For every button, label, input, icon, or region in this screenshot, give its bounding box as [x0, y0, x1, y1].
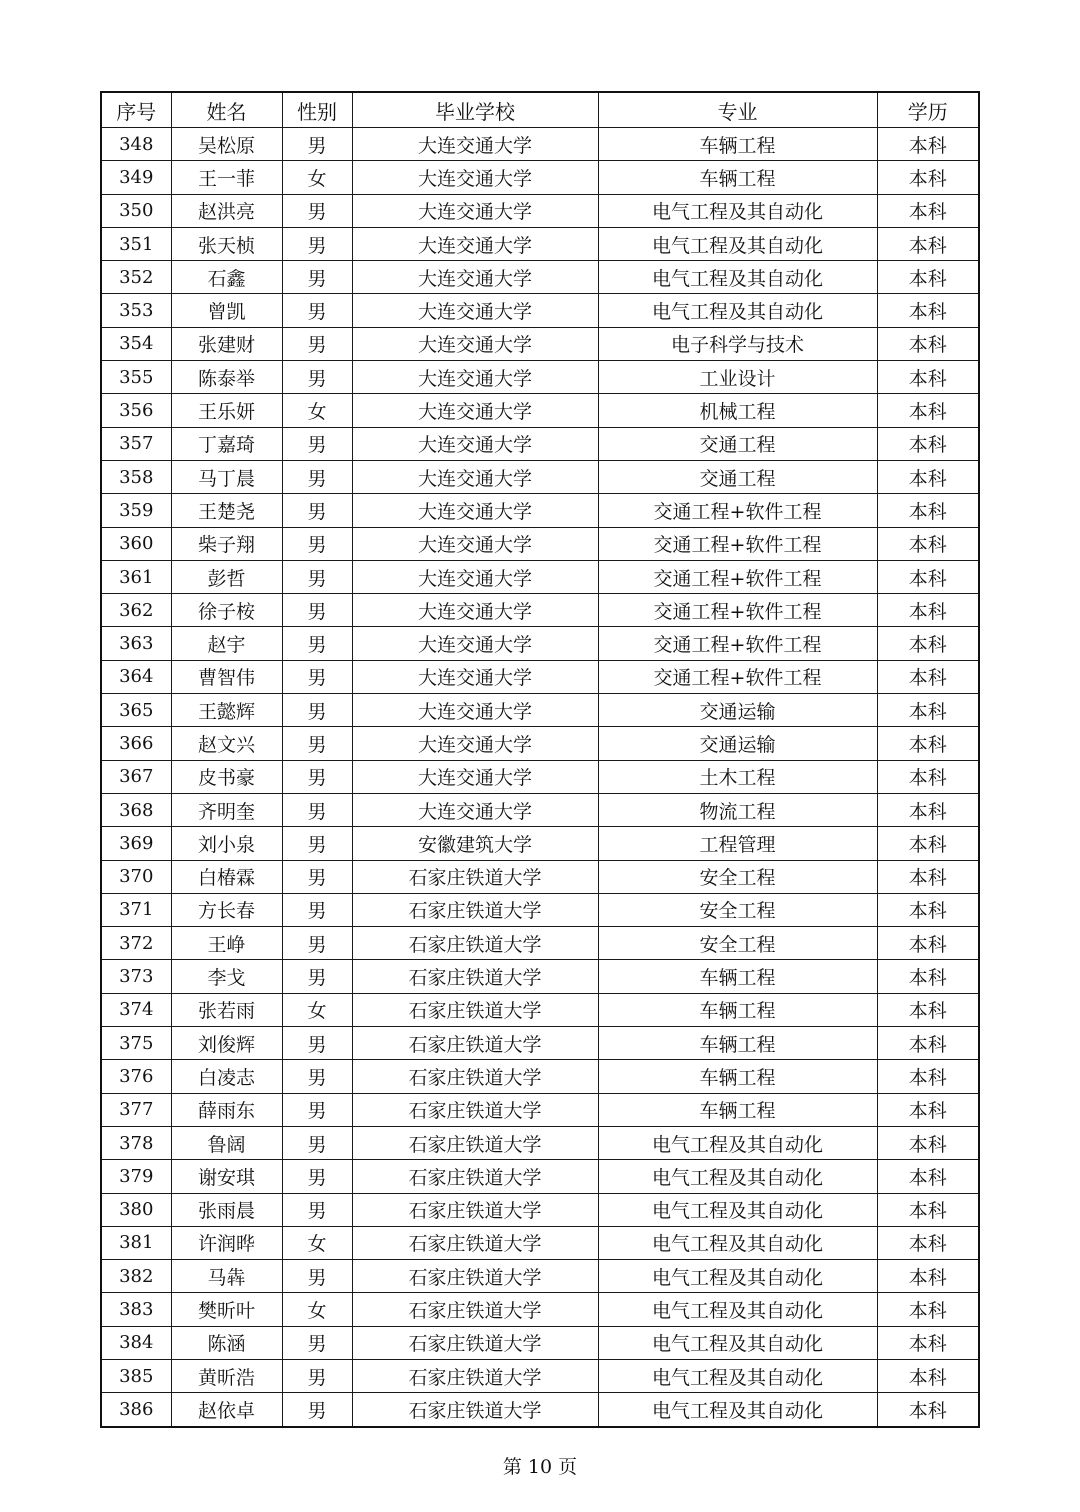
- cell-school: 大连交通大学: [352, 660, 598, 693]
- cell-school: 石家庄铁道大学: [352, 1126, 598, 1159]
- table-row: [101, 1393, 979, 1427]
- cell-gender: 男: [282, 327, 352, 360]
- cell-index: 361: [101, 560, 171, 593]
- cell-degree: 本科: [877, 827, 979, 860]
- table-row: [101, 494, 979, 527]
- cell-name: 张若雨: [171, 993, 282, 1026]
- cell-degree: 本科: [877, 1060, 979, 1093]
- cell-degree: 本科: [877, 1027, 979, 1060]
- cell-name: 齐明奎: [171, 793, 282, 826]
- cell-index: 358: [101, 460, 171, 493]
- cell-school: 石家庄铁道大学: [352, 1093, 598, 1126]
- cell-major: 工业设计: [598, 361, 877, 394]
- table-row: [101, 294, 979, 327]
- cell-gender: 男: [282, 194, 352, 227]
- cell-major: 工程管理: [598, 827, 877, 860]
- cell-degree: 本科: [877, 927, 979, 960]
- table-row: [101, 694, 979, 727]
- cell-degree: 本科: [877, 960, 979, 993]
- cell-index: 385: [101, 1359, 171, 1392]
- table-row: [101, 760, 979, 793]
- cell-major: 土木工程: [598, 760, 877, 793]
- table-row: [101, 1160, 979, 1193]
- cell-gender: 男: [282, 427, 352, 460]
- cell-name: 刘小泉: [171, 827, 282, 860]
- table-body: [101, 128, 979, 1427]
- table-row: [101, 194, 979, 227]
- cell-degree: 本科: [877, 494, 979, 527]
- cell-major: 安全工程: [598, 893, 877, 926]
- table-row: [101, 660, 979, 693]
- cell-name: 赵洪亮: [171, 194, 282, 227]
- header-name: 姓名: [171, 92, 282, 128]
- cell-school: 安徽建筑大学: [352, 827, 598, 860]
- cell-gender: 男: [282, 627, 352, 660]
- cell-degree: 本科: [877, 660, 979, 693]
- cell-index: 380: [101, 1193, 171, 1226]
- cell-school: 石家庄铁道大学: [352, 860, 598, 893]
- cell-index: 377: [101, 1093, 171, 1126]
- cell-school: 石家庄铁道大学: [352, 927, 598, 960]
- table-row: [101, 860, 979, 893]
- cell-index: 357: [101, 427, 171, 460]
- cell-gender: 男: [282, 361, 352, 394]
- table-row: [101, 1093, 979, 1126]
- cell-major: 电子科学与技术: [598, 327, 877, 360]
- cell-gender: 男: [282, 760, 352, 793]
- cell-gender: 男: [282, 560, 352, 593]
- table-row: [101, 927, 979, 960]
- cell-degree: 本科: [877, 893, 979, 926]
- cell-degree: 本科: [877, 1226, 979, 1259]
- cell-index: 355: [101, 361, 171, 394]
- cell-major: 电气工程及其自动化: [598, 1260, 877, 1293]
- cell-gender: 男: [282, 294, 352, 327]
- cell-major: 安全工程: [598, 927, 877, 960]
- table-row: [101, 727, 979, 760]
- cell-index: 386: [101, 1393, 171, 1427]
- cell-name: 鲁阔: [171, 1126, 282, 1159]
- cell-gender: 男: [282, 1160, 352, 1193]
- cell-degree: 本科: [877, 460, 979, 493]
- cell-degree: 本科: [877, 527, 979, 560]
- cell-major: 机械工程: [598, 394, 877, 427]
- cell-school: 大连交通大学: [352, 128, 598, 161]
- cell-gender: 男: [282, 893, 352, 926]
- table-row: [101, 993, 979, 1026]
- cell-index: 349: [101, 161, 171, 194]
- cell-gender: 男: [282, 494, 352, 527]
- cell-major: 交通工程+软件工程: [598, 594, 877, 627]
- table-row: [101, 1293, 979, 1326]
- cell-index: 381: [101, 1226, 171, 1259]
- cell-index: 373: [101, 960, 171, 993]
- roster-table-container: [100, 91, 978, 1428]
- cell-name: 黄昕浩: [171, 1359, 282, 1392]
- cell-school: 石家庄铁道大学: [352, 960, 598, 993]
- cell-name: 薛雨东: [171, 1093, 282, 1126]
- cell-index: 371: [101, 893, 171, 926]
- cell-school: 大连交通大学: [352, 727, 598, 760]
- cell-gender: 男: [282, 727, 352, 760]
- cell-name: 许润晔: [171, 1226, 282, 1259]
- table-row: [101, 827, 979, 860]
- cell-major: 电气工程及其自动化: [598, 1226, 877, 1259]
- table-row: [101, 960, 979, 993]
- cell-school: 大连交通大学: [352, 527, 598, 560]
- cell-index: 384: [101, 1326, 171, 1359]
- cell-name: 张天桢: [171, 227, 282, 260]
- table-row: [101, 161, 979, 194]
- cell-index: 374: [101, 993, 171, 1026]
- cell-degree: 本科: [877, 361, 979, 394]
- cell-degree: 本科: [877, 227, 979, 260]
- header-gender: 性别: [282, 92, 352, 128]
- cell-major: 车辆工程: [598, 1093, 877, 1126]
- cell-degree: 本科: [877, 993, 979, 1026]
- cell-degree: 本科: [877, 1160, 979, 1193]
- cell-index: 350: [101, 194, 171, 227]
- table-row: [101, 1060, 979, 1093]
- cell-school: 大连交通大学: [352, 460, 598, 493]
- cell-school: 石家庄铁道大学: [352, 1060, 598, 1093]
- cell-degree: 本科: [877, 727, 979, 760]
- table-row: [101, 893, 979, 926]
- cell-name: 彭哲: [171, 560, 282, 593]
- table-row: [101, 1260, 979, 1293]
- cell-degree: 本科: [877, 860, 979, 893]
- cell-school: 大连交通大学: [352, 627, 598, 660]
- cell-major: 电气工程及其自动化: [598, 194, 877, 227]
- cell-gender: 男: [282, 660, 352, 693]
- cell-degree: 本科: [877, 1359, 979, 1392]
- cell-gender: 男: [282, 594, 352, 627]
- cell-major: 交通工程+软件工程: [598, 494, 877, 527]
- cell-name: 张建财: [171, 327, 282, 360]
- page-number: 第 10 页: [502, 1456, 578, 1478]
- cell-gender: 女: [282, 161, 352, 194]
- table-row: [101, 1226, 979, 1259]
- cell-name: 王峥: [171, 927, 282, 960]
- table-row: [101, 627, 979, 660]
- cell-name: 赵文兴: [171, 727, 282, 760]
- cell-gender: 男: [282, 527, 352, 560]
- cell-index: 364: [101, 660, 171, 693]
- cell-name: 石鑫: [171, 261, 282, 294]
- table-row: [101, 1027, 979, 1060]
- cell-school: 石家庄铁道大学: [352, 1193, 598, 1226]
- cell-major: 交通运输: [598, 694, 877, 727]
- cell-name: 王楚尧: [171, 494, 282, 527]
- cell-major: 电气工程及其自动化: [598, 1193, 877, 1226]
- cell-name: 王乐妍: [171, 394, 282, 427]
- table-row: [101, 261, 979, 294]
- cell-degree: 本科: [877, 694, 979, 727]
- cell-school: 石家庄铁道大学: [352, 1027, 598, 1060]
- cell-major: 电气工程及其自动化: [598, 1359, 877, 1392]
- cell-gender: 男: [282, 827, 352, 860]
- cell-name: 马犇: [171, 1260, 282, 1293]
- cell-index: 368: [101, 793, 171, 826]
- cell-name: 谢安琪: [171, 1160, 282, 1193]
- cell-gender: 男: [282, 1093, 352, 1126]
- cell-major: 交通工程+软件工程: [598, 560, 877, 593]
- cell-school: 大连交通大学: [352, 793, 598, 826]
- cell-name: 白椿霖: [171, 860, 282, 893]
- cell-school: 石家庄铁道大学: [352, 893, 598, 926]
- cell-major: 交通工程+软件工程: [598, 627, 877, 660]
- header-row: [101, 92, 979, 128]
- table-header: [101, 92, 979, 128]
- cell-gender: 男: [282, 1260, 352, 1293]
- cell-gender: 男: [282, 793, 352, 826]
- cell-index: 356: [101, 394, 171, 427]
- cell-index: 383: [101, 1293, 171, 1326]
- cell-name: 柴子翔: [171, 527, 282, 560]
- table-row: [101, 1193, 979, 1226]
- cell-degree: 本科: [877, 627, 979, 660]
- cell-index: 365: [101, 694, 171, 727]
- cell-school: 石家庄铁道大学: [352, 1226, 598, 1259]
- table-row: [101, 1126, 979, 1159]
- header-school: 毕业学校: [352, 92, 598, 128]
- table-row: [101, 128, 979, 161]
- cell-major: 电气工程及其自动化: [598, 294, 877, 327]
- cell-name: 方长春: [171, 893, 282, 926]
- cell-name: 陈涵: [171, 1326, 282, 1359]
- cell-school: 大连交通大学: [352, 427, 598, 460]
- cell-school: 大连交通大学: [352, 760, 598, 793]
- cell-index: 359: [101, 494, 171, 527]
- cell-name: 丁嘉琦: [171, 427, 282, 460]
- cell-degree: 本科: [877, 394, 979, 427]
- cell-major: 安全工程: [598, 860, 877, 893]
- cell-major: 电气工程及其自动化: [598, 1126, 877, 1159]
- cell-major: 车辆工程: [598, 1027, 877, 1060]
- cell-name: 赵依卓: [171, 1393, 282, 1427]
- cell-school: 大连交通大学: [352, 161, 598, 194]
- cell-gender: 男: [282, 261, 352, 294]
- table-row: [101, 327, 979, 360]
- cell-index: 382: [101, 1260, 171, 1293]
- cell-index: 354: [101, 327, 171, 360]
- cell-school: 大连交通大学: [352, 560, 598, 593]
- cell-school: 石家庄铁道大学: [352, 993, 598, 1026]
- cell-major: 交通工程+软件工程: [598, 527, 877, 560]
- table-row: [101, 594, 979, 627]
- cell-major: 交通运输: [598, 727, 877, 760]
- cell-degree: 本科: [877, 161, 979, 194]
- cell-index: 351: [101, 227, 171, 260]
- cell-name: 王懿辉: [171, 694, 282, 727]
- cell-major: 车辆工程: [598, 1060, 877, 1093]
- cell-school: 大连交通大学: [352, 394, 598, 427]
- cell-gender: 男: [282, 1359, 352, 1392]
- cell-degree: 本科: [877, 194, 979, 227]
- cell-degree: 本科: [877, 1293, 979, 1326]
- cell-gender: 男: [282, 860, 352, 893]
- cell-school: 大连交通大学: [352, 361, 598, 394]
- cell-gender: 男: [282, 694, 352, 727]
- cell-gender: 女: [282, 993, 352, 1026]
- header-degree: 学历: [877, 92, 979, 128]
- cell-index: 353: [101, 294, 171, 327]
- cell-name: 吴松原: [171, 128, 282, 161]
- cell-school: 石家庄铁道大学: [352, 1260, 598, 1293]
- cell-gender: 男: [282, 128, 352, 161]
- cell-index: 362: [101, 594, 171, 627]
- cell-major: 电气工程及其自动化: [598, 1160, 877, 1193]
- cell-name: 王一菲: [171, 161, 282, 194]
- cell-school: 大连交通大学: [352, 327, 598, 360]
- cell-name: 曹智伟: [171, 660, 282, 693]
- cell-index: 367: [101, 760, 171, 793]
- cell-name: 曾凯: [171, 294, 282, 327]
- cell-major: 电气工程及其自动化: [598, 261, 877, 294]
- cell-gender: 男: [282, 1027, 352, 1060]
- cell-school: 大连交通大学: [352, 694, 598, 727]
- table-row: [101, 560, 979, 593]
- table-row: [101, 361, 979, 394]
- cell-gender: 男: [282, 1193, 352, 1226]
- cell-index: 360: [101, 527, 171, 560]
- cell-gender: 男: [282, 1326, 352, 1359]
- cell-name: 赵宇: [171, 627, 282, 660]
- cell-name: 张雨晨: [171, 1193, 282, 1226]
- cell-school: 大连交通大学: [352, 227, 598, 260]
- table-row: [101, 460, 979, 493]
- cell-degree: 本科: [877, 1326, 979, 1359]
- cell-school: 石家庄铁道大学: [352, 1326, 598, 1359]
- cell-major: 车辆工程: [598, 993, 877, 1026]
- cell-index: 348: [101, 128, 171, 161]
- cell-index: 352: [101, 261, 171, 294]
- cell-gender: 女: [282, 1226, 352, 1259]
- cell-major: 交通工程: [598, 460, 877, 493]
- cell-school: 石家庄铁道大学: [352, 1160, 598, 1193]
- cell-school: 石家庄铁道大学: [352, 1359, 598, 1392]
- table-row: [101, 227, 979, 260]
- cell-school: 大连交通大学: [352, 194, 598, 227]
- cell-degree: 本科: [877, 1193, 979, 1226]
- cell-major: 物流工程: [598, 793, 877, 826]
- cell-major: 电气工程及其自动化: [598, 227, 877, 260]
- cell-index: 370: [101, 860, 171, 893]
- cell-name: 刘俊辉: [171, 1027, 282, 1060]
- cell-school: 石家庄铁道大学: [352, 1393, 598, 1427]
- cell-school: 大连交通大学: [352, 294, 598, 327]
- header-index: 序号: [101, 92, 171, 128]
- cell-major: 电气工程及其自动化: [598, 1293, 877, 1326]
- cell-degree: 本科: [877, 793, 979, 826]
- cell-name: 皮书豪: [171, 760, 282, 793]
- table-row: [101, 427, 979, 460]
- cell-name: 马丁晨: [171, 460, 282, 493]
- cell-degree: 本科: [877, 594, 979, 627]
- cell-major: 电气工程及其自动化: [598, 1393, 877, 1427]
- cell-index: 363: [101, 627, 171, 660]
- cell-major: 电气工程及其自动化: [598, 1326, 877, 1359]
- cell-name: 李戈: [171, 960, 282, 993]
- cell-major: 车辆工程: [598, 161, 877, 194]
- cell-major: 车辆工程: [598, 960, 877, 993]
- cell-name: 白凌志: [171, 1060, 282, 1093]
- cell-degree: 本科: [877, 427, 979, 460]
- cell-degree: 本科: [877, 261, 979, 294]
- cell-school: 石家庄铁道大学: [352, 1293, 598, 1326]
- cell-name: 樊昕叶: [171, 1293, 282, 1326]
- cell-major: 交通工程: [598, 427, 877, 460]
- cell-school: 大连交通大学: [352, 494, 598, 527]
- cell-gender: 男: [282, 927, 352, 960]
- cell-index: 366: [101, 727, 171, 760]
- cell-degree: 本科: [877, 1260, 979, 1293]
- cell-degree: 本科: [877, 327, 979, 360]
- cell-degree: 本科: [877, 1126, 979, 1159]
- roster-table: [100, 91, 980, 1428]
- table-row: [101, 394, 979, 427]
- cell-index: 369: [101, 827, 171, 860]
- cell-gender: 男: [282, 227, 352, 260]
- cell-school: 大连交通大学: [352, 261, 598, 294]
- cell-degree: 本科: [877, 560, 979, 593]
- cell-gender: 女: [282, 1293, 352, 1326]
- table-row: [101, 1326, 979, 1359]
- table-row: [101, 1359, 979, 1392]
- cell-gender: 女: [282, 394, 352, 427]
- cell-degree: 本科: [877, 1093, 979, 1126]
- cell-gender: 男: [282, 460, 352, 493]
- table-row: [101, 527, 979, 560]
- cell-gender: 男: [282, 1060, 352, 1093]
- cell-school: 大连交通大学: [352, 594, 598, 627]
- cell-index: 378: [101, 1126, 171, 1159]
- cell-gender: 男: [282, 1126, 352, 1159]
- cell-gender: 男: [282, 960, 352, 993]
- cell-degree: 本科: [877, 294, 979, 327]
- cell-degree: 本科: [877, 128, 979, 161]
- cell-index: 379: [101, 1160, 171, 1193]
- header-major: 专业: [598, 92, 877, 128]
- cell-degree: 本科: [877, 1393, 979, 1427]
- cell-index: 372: [101, 927, 171, 960]
- table-row: [101, 793, 979, 826]
- cell-index: 375: [101, 1027, 171, 1060]
- cell-major: 车辆工程: [598, 128, 877, 161]
- cell-major: 交通工程+软件工程: [598, 660, 877, 693]
- cell-degree: 本科: [877, 760, 979, 793]
- cell-index: 376: [101, 1060, 171, 1093]
- cell-name: 陈泰举: [171, 361, 282, 394]
- cell-name: 徐子桉: [171, 594, 282, 627]
- cell-gender: 男: [282, 1393, 352, 1427]
